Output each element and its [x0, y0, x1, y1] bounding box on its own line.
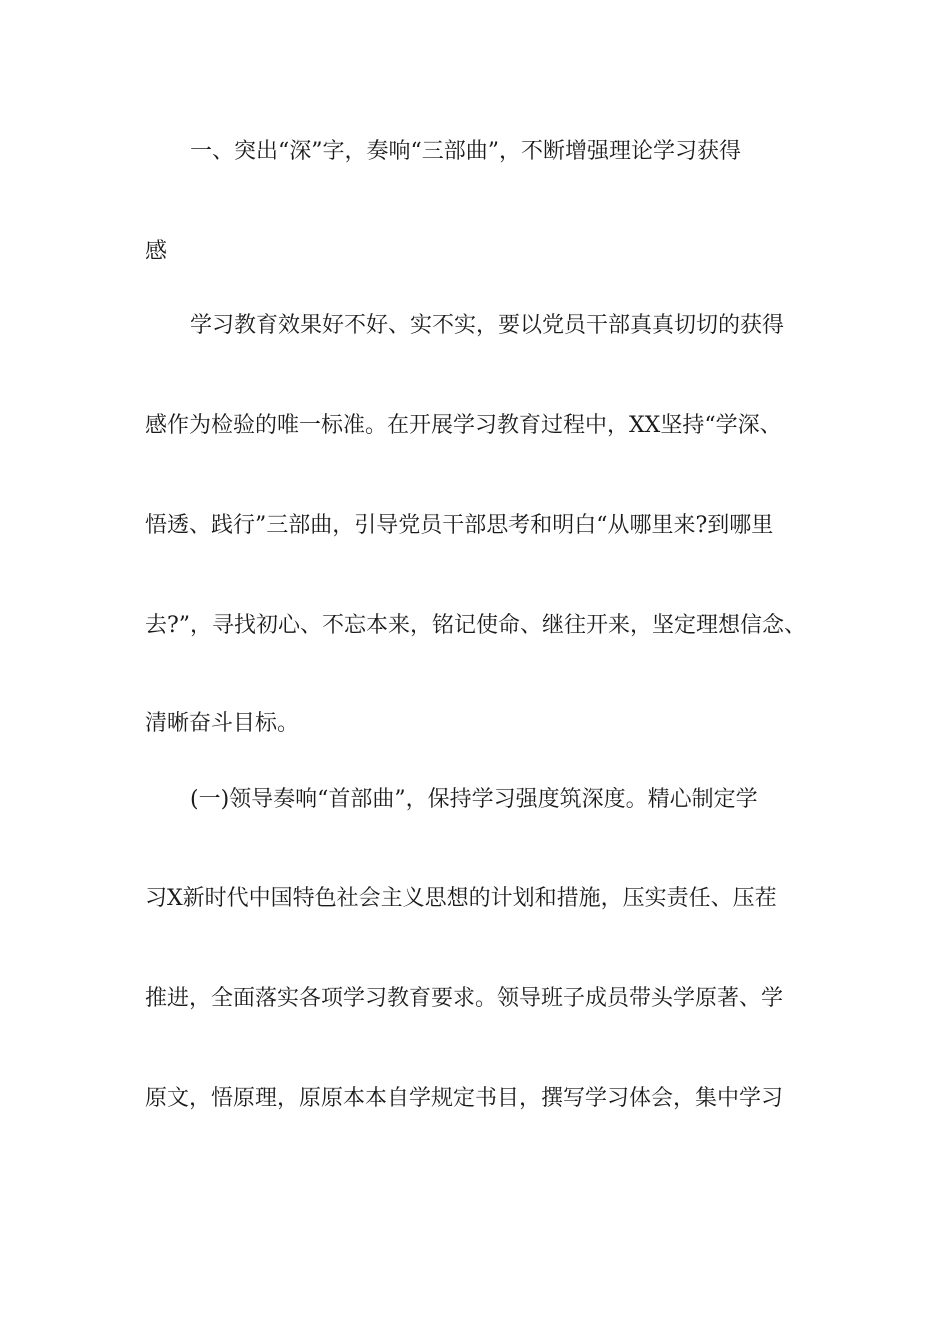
subsection-line: 推进，全面落实各项学习教育要求。领导班子成员带头学原著、学 — [145, 986, 784, 1011]
paragraph-line: 悟透、践行”三部曲，引导党员干部思考和明白“从哪里来?到哪里 — [145, 513, 774, 538]
subsection-line: (一)领导奏响“首部曲”，保持学习强度筑深度。精心制定学 — [190, 787, 758, 812]
subsection-line: 习X新时代中国特色社会主义思想的计划和措施，压实责任、压茬 — [145, 886, 777, 911]
section-heading-line-1: 一、突出“深”字，奏响“三部曲”，不断增强理论学习获得 — [190, 139, 741, 164]
paragraph-line: 学习教育效果好不好、实不实，要以党员干部真真切切的获得 — [190, 313, 785, 338]
subsection-line: 原文，悟原理，原原本本自学规定书目，撰写学习体会，集中学习 — [145, 1086, 784, 1111]
paragraph-line: 去?”，寻找初心、不忘本来，铭记使命、继往开来，坚定理想信念、 — [145, 613, 807, 638]
paragraph-line: 清晰奋斗目标。 — [145, 711, 300, 736]
section-heading-line-2: 感 — [145, 239, 168, 264]
paragraph-line: 感作为检验的唯一标准。在开展学习教育过程中，XX坚持“学深、 — [145, 413, 782, 438]
